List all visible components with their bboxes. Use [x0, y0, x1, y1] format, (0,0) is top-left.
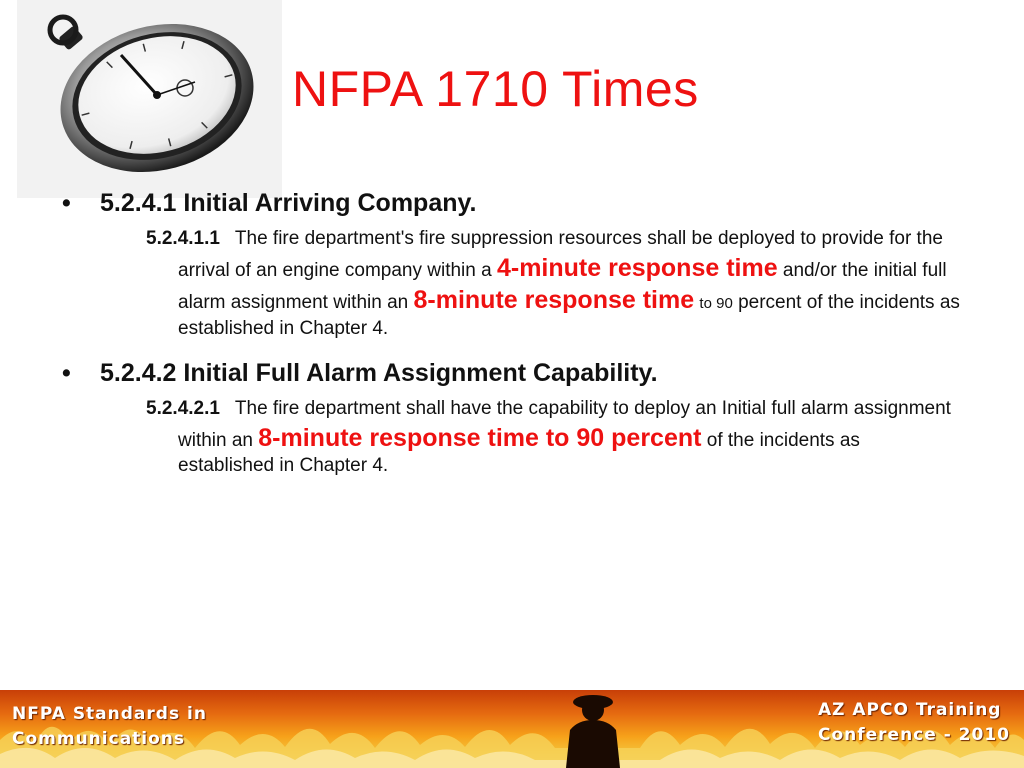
sub-text: of the incidents as established in Chapter 4. — [178, 429, 860, 477]
footer-left-line: Communications — [12, 728, 186, 749]
sub-text: The fire department's fire suppression resources shall be deployed to provide for the arrival of an engine company within a — [178, 228, 943, 281]
sub-text: and/or the initial full alarm assignment within an — [178, 259, 947, 314]
stopwatch-image — [17, 0, 282, 198]
firefighter-icon — [548, 690, 638, 768]
sub-paragraph — [146, 227, 960, 341]
bullet-heading: 5.2.4.1 Initial Arriving Company. — [100, 189, 477, 217]
footer-right-line: AZ APCO Training — [817, 700, 1002, 720]
slide-title: NFPA 1710 Times — [292, 61, 699, 117]
sub-paragraph — [146, 397, 960, 479]
highlight-text: 8-minute response time to 90 percent — [258, 423, 702, 452]
highlight-text: 4-minute response time — [496, 253, 778, 282]
bullet-icon: • — [62, 189, 71, 217]
sub-small-text: to 90 — [699, 295, 733, 313]
footer-left-line: NFPA Standards in — [12, 704, 207, 724]
footer-right-line: Conference - 2010 — [817, 724, 1010, 745]
footer-right-text — [818, 698, 1010, 747]
bullet-heading: 5.2.4.2 Initial Full Alarm Assignment Capability. — [100, 358, 658, 387]
bullet-item — [60, 358, 960, 389]
sub-text: percent of the incidents as established in Chapter 4. — [178, 292, 960, 339]
footer-left-text — [12, 702, 207, 751]
highlight-text: 8-minute response time — [413, 286, 695, 315]
slide-content — [60, 188, 960, 479]
sub-number: 5.2.4.1.1 — [146, 228, 220, 250]
bullet-item — [60, 188, 960, 219]
bullet-icon: • — [62, 358, 71, 387]
sub-text: The fire department shall have the capability to deploy an Initial full alarm assignment within an — [178, 397, 951, 451]
footer-banner — [0, 690, 1024, 768]
sub-number: 5.2.4.2.1 — [146, 397, 220, 419]
stopwatch-icon — [17, 0, 282, 198]
